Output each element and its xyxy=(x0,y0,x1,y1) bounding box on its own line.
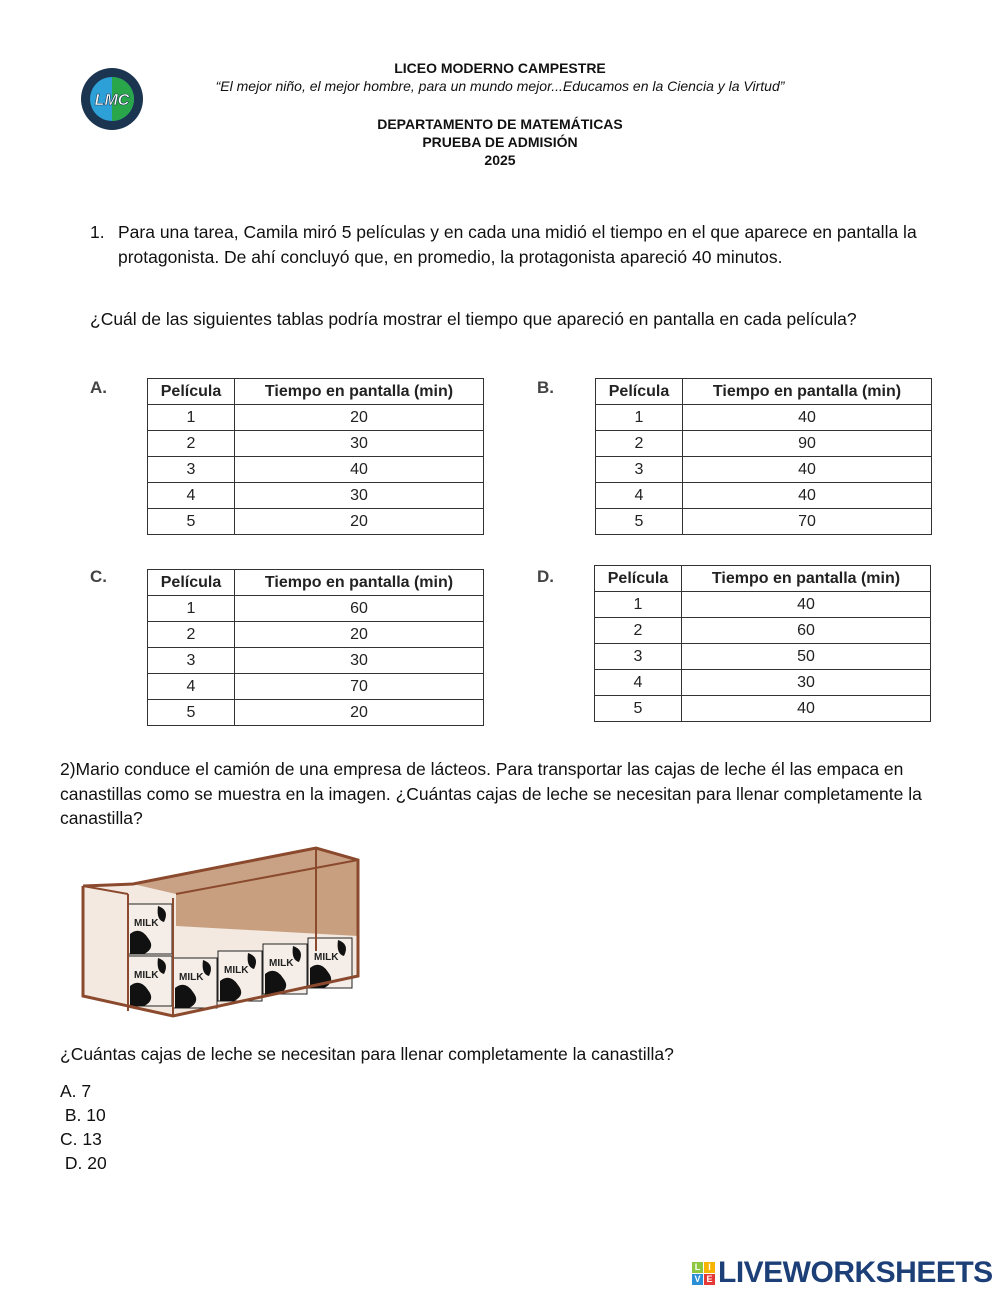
col-header-time: Tiempo en pantalla (min) xyxy=(235,379,484,405)
time-cell: 60 xyxy=(682,618,931,644)
col-header-time: Tiempo en pantalla (min) xyxy=(682,566,931,592)
table-header-row xyxy=(148,570,484,596)
q2-question: ¿Cuántas cajas de leche se necesitan para llenar completamente la canastilla? xyxy=(60,1044,674,1064)
q1-text: Para una tarea, Camila miró 5 películas y en cada una midió el tiempo en el que aparece en pantalla la protagonista. De ahí concluyó que, en promedio, la protagonista apareció 40 minutos. xyxy=(118,222,917,267)
time-cell: 20 xyxy=(235,405,484,431)
movie-cell: 4 xyxy=(148,483,235,509)
time-cell: 70 xyxy=(235,674,484,700)
exam-year: 2025 xyxy=(484,152,516,168)
milk-label: MILK xyxy=(179,972,204,983)
table-row xyxy=(148,648,484,674)
table-row xyxy=(148,622,484,648)
time-cell: 60 xyxy=(235,596,484,622)
exam-title: PRUEBA DE ADMISIÓN xyxy=(422,134,578,150)
time-cell: 30 xyxy=(682,670,931,696)
time-cell: 40 xyxy=(682,592,931,618)
table-row xyxy=(595,696,931,722)
movie-cell: 2 xyxy=(596,431,683,457)
movie-cell: 1 xyxy=(148,405,235,431)
milk-crate-image xyxy=(78,846,364,1024)
time-cell: 20 xyxy=(235,622,484,648)
table-header-row xyxy=(148,379,484,405)
table-row xyxy=(595,670,931,696)
q2-text: 2)Mario conduce el camión de una empresa de lácteos. Para transportar las cajas de leche él las empaca en canastillas como se muestra en la imagen. ¿Cuántas cajas de leche se necesitan para llenar completamente la canastilla? xyxy=(60,759,922,828)
table-row xyxy=(596,431,932,457)
time-cell: 20 xyxy=(235,509,484,535)
milk-label: MILK xyxy=(269,958,294,969)
time-cell: 30 xyxy=(235,483,484,509)
movie-cell: 2 xyxy=(595,618,682,644)
option-d[interactable]: D. 20 xyxy=(60,1153,107,1173)
movie-cell: 3 xyxy=(148,457,235,483)
table-row xyxy=(595,644,931,670)
table-option-a xyxy=(147,378,484,535)
time-cell: 90 xyxy=(683,431,932,457)
col-header-time: Tiempo en pantalla (min) xyxy=(235,570,484,596)
milk-label: MILK xyxy=(314,952,339,963)
time-cell: 70 xyxy=(683,509,932,535)
table-option-d xyxy=(594,565,931,722)
table-row xyxy=(148,405,484,431)
movie-cell: 4 xyxy=(595,670,682,696)
time-cell: 40 xyxy=(235,457,484,483)
liveworksheets-logo xyxy=(692,1256,993,1290)
movie-cell: 4 xyxy=(148,674,235,700)
table-label: C. xyxy=(90,567,107,586)
option-a[interactable]: A. 7 xyxy=(60,1081,92,1101)
school-name: LICEO MODERNO CAMPESTRE xyxy=(394,60,606,76)
table-label: A. xyxy=(90,378,107,397)
table-option-c xyxy=(147,569,484,726)
table-row xyxy=(148,483,484,509)
movie-cell: 5 xyxy=(148,700,235,726)
q1-number: 1. xyxy=(90,222,105,242)
table-row xyxy=(596,457,932,483)
movie-cell: 4 xyxy=(596,483,683,509)
movie-cell: 3 xyxy=(596,457,683,483)
movie-cell: 5 xyxy=(596,509,683,535)
movie-cell: 3 xyxy=(148,648,235,674)
time-cell: 40 xyxy=(683,483,932,509)
table-row xyxy=(596,405,932,431)
col-header-movie: Película xyxy=(595,566,682,592)
live-badge-icon: L I V E xyxy=(692,1262,715,1285)
col-header-movie: Película xyxy=(596,379,683,405)
svg-text:LMC: LMC xyxy=(94,92,130,109)
department: DEPARTAMENTO DE MATEMÁTICAS xyxy=(377,116,623,132)
col-header-movie: Película xyxy=(148,379,235,405)
table-label: D. xyxy=(537,567,554,586)
time-cell: 30 xyxy=(235,431,484,457)
school-motto: “El mejor niño, el mejor hombre, para un mundo mejor...Educamos en la Ciencia y la Virtud” xyxy=(215,78,785,94)
option-b[interactable]: B. 10 xyxy=(60,1105,106,1125)
table-label: B. xyxy=(537,378,554,397)
option-c[interactable]: C. 13 xyxy=(60,1129,102,1149)
brand-name: LIVEWORKSHEETS xyxy=(718,1256,993,1289)
q1-question: ¿Cuál de las siguientes tablas podría mostrar el tiempo que apareció en pantalla en cada película? xyxy=(90,309,857,329)
milk-label: MILK xyxy=(224,965,249,976)
movie-cell: 1 xyxy=(596,405,683,431)
table-row xyxy=(148,674,484,700)
table-row xyxy=(148,509,484,535)
movie-cell: 2 xyxy=(148,622,235,648)
milk-label: MILK xyxy=(134,970,159,981)
movie-cell: 2 xyxy=(148,431,235,457)
table-row xyxy=(596,509,932,535)
table-option-b xyxy=(595,378,932,535)
milk-label: MILK xyxy=(134,918,159,929)
time-cell: 20 xyxy=(235,700,484,726)
movie-cell: 5 xyxy=(148,509,235,535)
col-header-movie: Película xyxy=(148,570,235,596)
table-row xyxy=(148,596,484,622)
table-row xyxy=(148,457,484,483)
table-row xyxy=(148,431,484,457)
table-row xyxy=(596,483,932,509)
table-header-row xyxy=(595,566,931,592)
movie-cell: 1 xyxy=(595,592,682,618)
time-cell: 40 xyxy=(683,457,932,483)
time-cell: 30 xyxy=(235,648,484,674)
time-cell: 40 xyxy=(682,696,931,722)
table-row xyxy=(148,700,484,726)
movie-cell: 3 xyxy=(595,644,682,670)
time-cell: 40 xyxy=(683,405,932,431)
table-row xyxy=(595,618,931,644)
table-header-row xyxy=(596,379,932,405)
movie-cell: 1 xyxy=(148,596,235,622)
table-row xyxy=(595,592,931,618)
movie-cell: 5 xyxy=(595,696,682,722)
time-cell: 50 xyxy=(682,644,931,670)
col-header-time: Tiempo en pantalla (min) xyxy=(683,379,932,405)
